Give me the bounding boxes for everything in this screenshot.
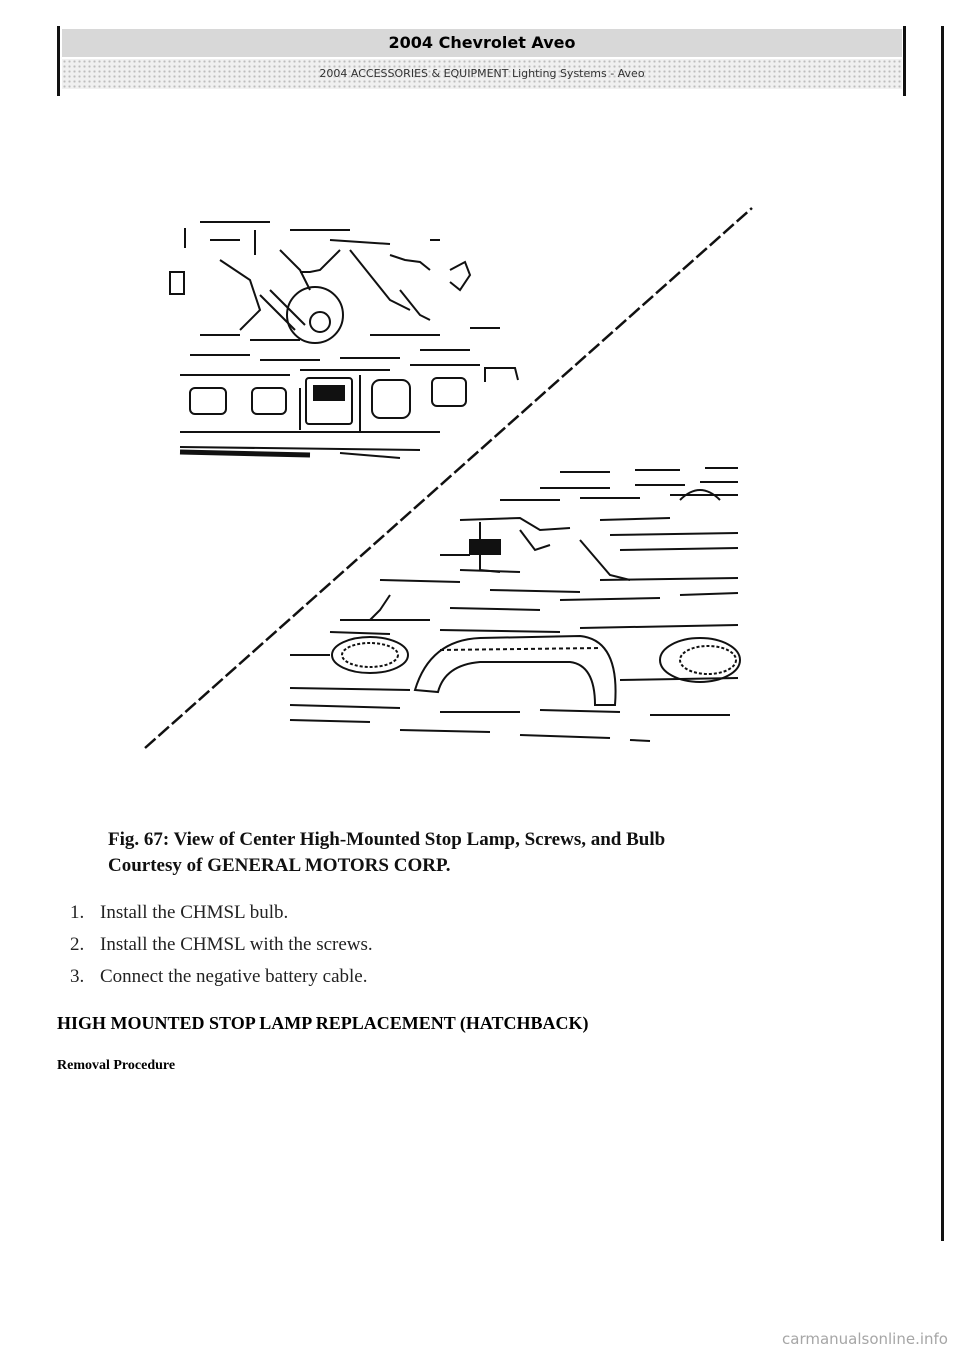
installation-steps: [70, 900, 770, 996]
step-text: Install the CHMSL bulb.: [100, 902, 289, 923]
figure-caption: [108, 827, 808, 879]
figure-caption-title: Fig. 67: View of Center High-Mounted Stop Lamp, Screws, and Bulb: [108, 829, 666, 850]
step-text: Install the CHMSL with the screws.: [100, 934, 373, 955]
list-item: [70, 964, 770, 996]
page-border-side: [941, 26, 944, 1241]
step-text: Connect the negative battery cable.: [100, 966, 368, 987]
upper-detail-view: [170, 222, 518, 458]
section-heading: HIGH MOUNTED STOP LAMP REPLACEMENT (HATCHBACK): [57, 1013, 589, 1033]
chmsl-illustration: [140, 200, 760, 760]
document-title: 2004 Chevrolet Aveo: [62, 29, 902, 59]
lower-detail-view: [290, 468, 740, 741]
document-subtitle: 2004 ACCESSORIES & EQUIPMENT Lighting Systems - Aveo: [62, 59, 902, 89]
page-border-left: [57, 26, 60, 96]
section-subheading: Removal Procedure: [57, 1058, 176, 1073]
list-item: [70, 932, 770, 964]
document-header: [62, 29, 902, 90]
step-number: 2.: [70, 934, 85, 955]
step-number: 1.: [70, 902, 85, 923]
page-border-right: [903, 26, 906, 96]
list-item: [70, 900, 770, 932]
watermark: carmanualsonline.info: [782, 1330, 948, 1348]
step-number: 3.: [70, 966, 85, 987]
figure-caption-credit: Courtesy of GENERAL MOTORS CORP.: [108, 855, 451, 876]
